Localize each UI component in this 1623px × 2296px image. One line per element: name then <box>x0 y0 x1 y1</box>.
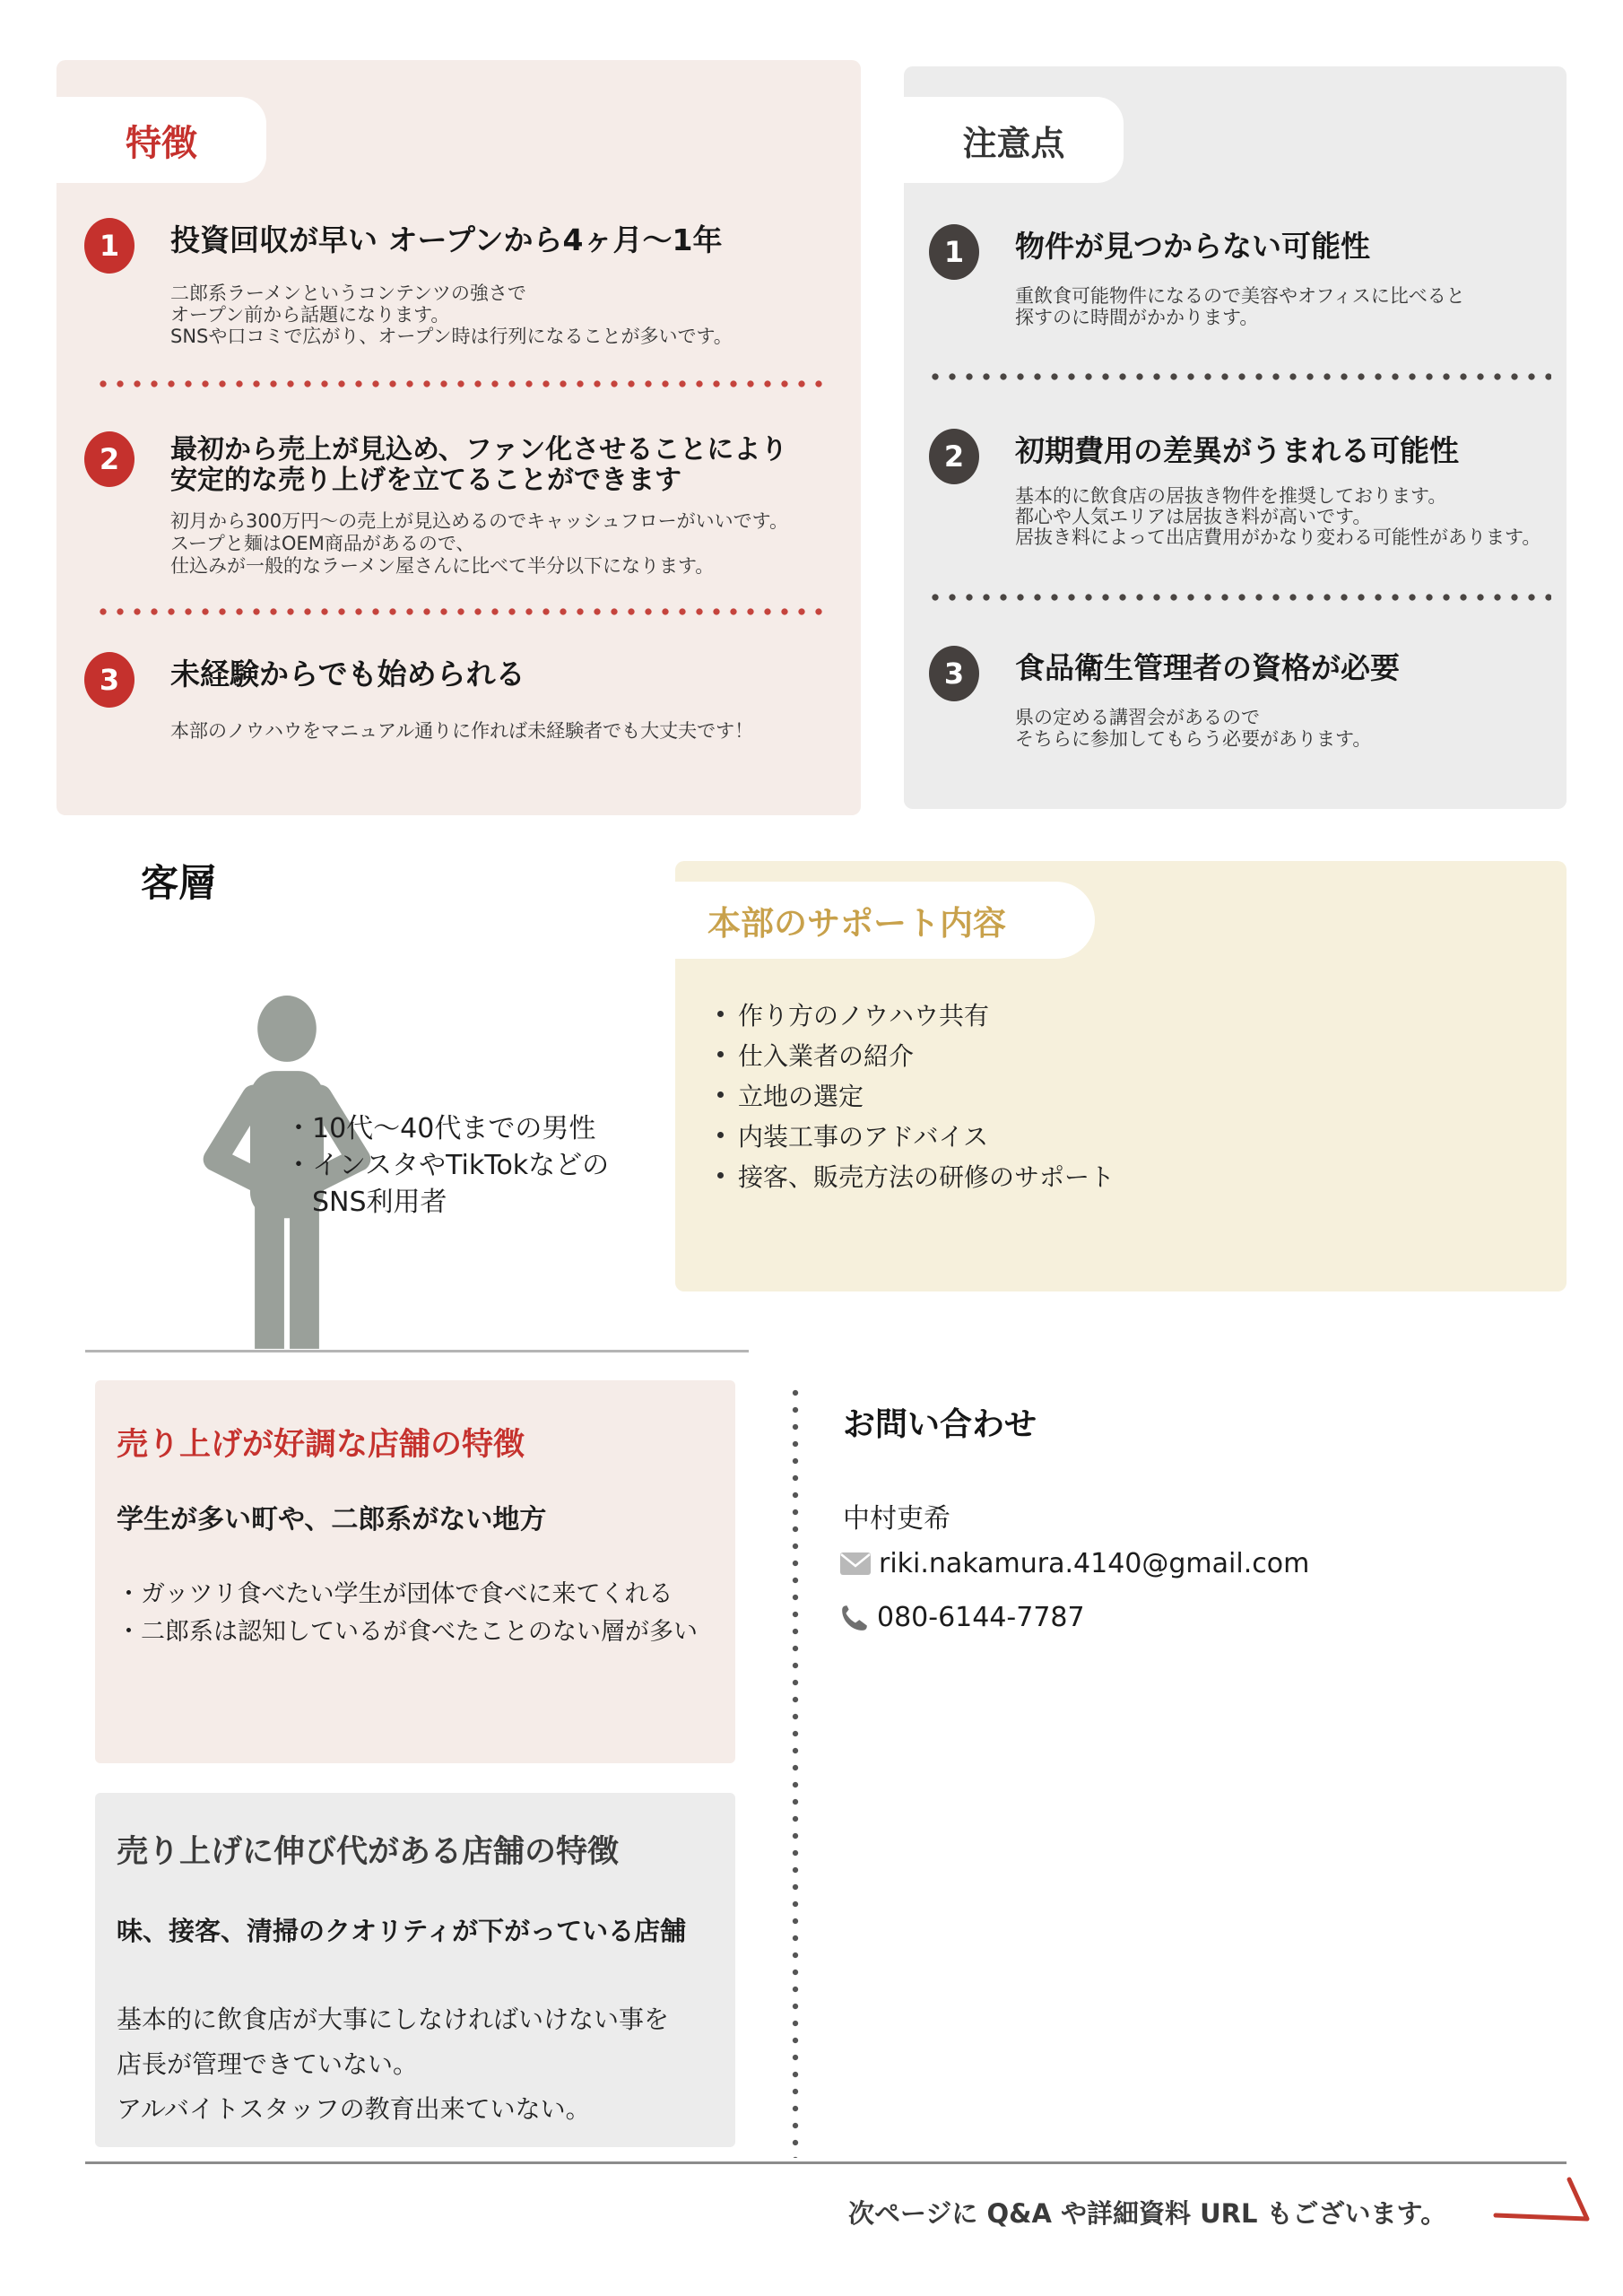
bullet-dot-icon <box>717 1011 724 1017</box>
support-label <box>675 882 1095 959</box>
item-number-badge: 1 <box>929 224 979 280</box>
item-body: 重飲食可能物件になるので美容やオフィスに比べると 探すのに時間がかかります。 <box>1015 285 1465 328</box>
section-subtitle: 学生が多い町や、二郎系がない地方 <box>117 1504 547 1535</box>
feature-item-1 <box>84 218 733 347</box>
item-title: 物件が見つからない可能性 <box>1015 229 1370 264</box>
bullet-dot-icon <box>717 1091 724 1098</box>
contact-email: riki.nakamura.4140@gmail.com <box>879 1548 1310 1579</box>
section-body: 基本的に飲食店が大事にしなければいけない事を 店長が管理できていない。 アルバイトスタッフの教育出来ていない。 <box>117 2005 670 2124</box>
item-title: 投資回収が早い オープンから4ヶ月〜1年 <box>170 222 723 257</box>
footer-divider <box>85 2161 1567 2164</box>
column-divider <box>791 1388 800 2158</box>
item-body: 初月から300万円〜の売上が見込めるのでキャッシュフローがいいです。 スープと麺はOEM商品があるので、 仕込みが一般的なラーメン屋さんに比べて半分以下になります。 <box>170 510 788 577</box>
list-item: 仕入業者の紹介 <box>717 1034 1115 1074</box>
list-item: 接客、販売方法の研修のサポート <box>717 1155 1115 1196</box>
caution-item-1 <box>929 224 1465 328</box>
cautions-panel <box>904 66 1567 809</box>
item-title: 未経験からでも始められる <box>170 657 525 691</box>
contact-phone: 080-6144-7787 <box>877 1602 1085 1633</box>
item-body: 基本的に飲食店の居抜き物件を推奨しております。 都心や人気エリアは居抜き料が高いです。 居抜き料によって出店費用がかなり変わる可能性があります。 <box>1015 485 1541 548</box>
contact-heading: お問い合わせ <box>843 1406 1037 1443</box>
item-body: 本部のノウハウをマニュアル通りに作れば未経験者でも大丈夫です！ <box>170 720 754 742</box>
item-number-badge: 2 <box>929 429 979 484</box>
feature-item-3 <box>84 652 753 742</box>
bullet-dot-icon <box>717 1132 724 1138</box>
contact-email-row <box>839 1548 1309 1579</box>
item-number-badge: 2 <box>84 431 135 487</box>
caution-item-3 <box>929 646 1400 750</box>
section-title: 売り上げが好調な店舗の特徴 <box>117 1427 525 1463</box>
list-item: 内装工事のアドバイス <box>717 1115 1115 1155</box>
bullet-dot-icon <box>717 1172 724 1178</box>
ground-line <box>85 1350 749 1352</box>
item-title: 最初から売上が見込め、ファン化させることにより 安定的な売り上げを立てることができます <box>170 434 788 496</box>
growth-stores-panel <box>95 1793 735 2147</box>
good-stores-panel <box>95 1380 735 1763</box>
dotted-divider <box>99 379 825 388</box>
dotted-divider <box>931 593 1551 602</box>
support-panel <box>675 861 1567 1292</box>
contact-name: 中村吏希 <box>843 1503 950 1535</box>
bullet-line: ・二郎系は認知しているが食べたことのない層が多い <box>117 1618 698 1646</box>
dotted-divider <box>99 607 825 616</box>
customers-heading: 客層 <box>141 861 217 905</box>
features-label-text: 特徴 <box>126 122 197 164</box>
bullet-line: ・ガッツリ食べたい学生が団体で食べに来てくれる <box>117 1580 673 1608</box>
item-number-badge: 1 <box>84 218 135 274</box>
customers-bullet: ・インスタやTikTokなどの <box>285 1150 610 1181</box>
feature-item-2 <box>84 431 788 578</box>
section-bullets <box>117 1576 698 1651</box>
customers-bullets <box>285 1110 609 1221</box>
caution-item-2 <box>929 429 1541 548</box>
bullet-dot-icon <box>717 1051 724 1057</box>
support-label-text: 本部のサポート内容 <box>707 904 1006 943</box>
cautions-label-text: 注意点 <box>962 123 1065 163</box>
footer-note: 次ページに Q&A や詳細資料 URL もございます。 <box>848 2198 1447 2229</box>
features-label <box>56 97 266 183</box>
customers-bullet: ・10代〜40代までの男性 <box>285 1113 596 1144</box>
dotted-divider <box>931 372 1551 381</box>
cautions-label <box>904 97 1124 183</box>
item-body: 二郎系ラーメンというコンテンツの強さで オープン前から話題になります。 SNSや口コミで広がり、オープン時は行列になることが多いです。 <box>170 283 733 347</box>
list-item: 作り方のノウハウ共有 <box>717 994 1115 1034</box>
contact-phone-row <box>839 1602 1085 1633</box>
item-title: 初期費用の差異がうまれる可能性 <box>1015 433 1459 468</box>
customers-bullet: SNS利用者 <box>285 1187 447 1218</box>
item-body: 県の定める講習会があるので そちらに参加してもらう必要があります。 <box>1015 707 1372 750</box>
list-item: 立地の選定 <box>717 1074 1115 1115</box>
item-number-badge: 3 <box>84 652 135 708</box>
item-title: 食品衛生管理者の資格が必要 <box>1015 650 1400 685</box>
section-title: 売り上げに伸び代がある店舗の特徴 <box>117 1834 620 1870</box>
phone-receiver-icon <box>839 1603 870 1633</box>
features-panel <box>56 60 861 815</box>
item-number-badge: 3 <box>929 646 979 701</box>
arrow-right-icon <box>1492 2174 1593 2228</box>
envelope-icon <box>839 1552 872 1576</box>
section-subtitle: 味、接客、清掃のクオリティが下がっている店舗 <box>117 1916 687 1946</box>
support-list <box>717 994 1115 1196</box>
